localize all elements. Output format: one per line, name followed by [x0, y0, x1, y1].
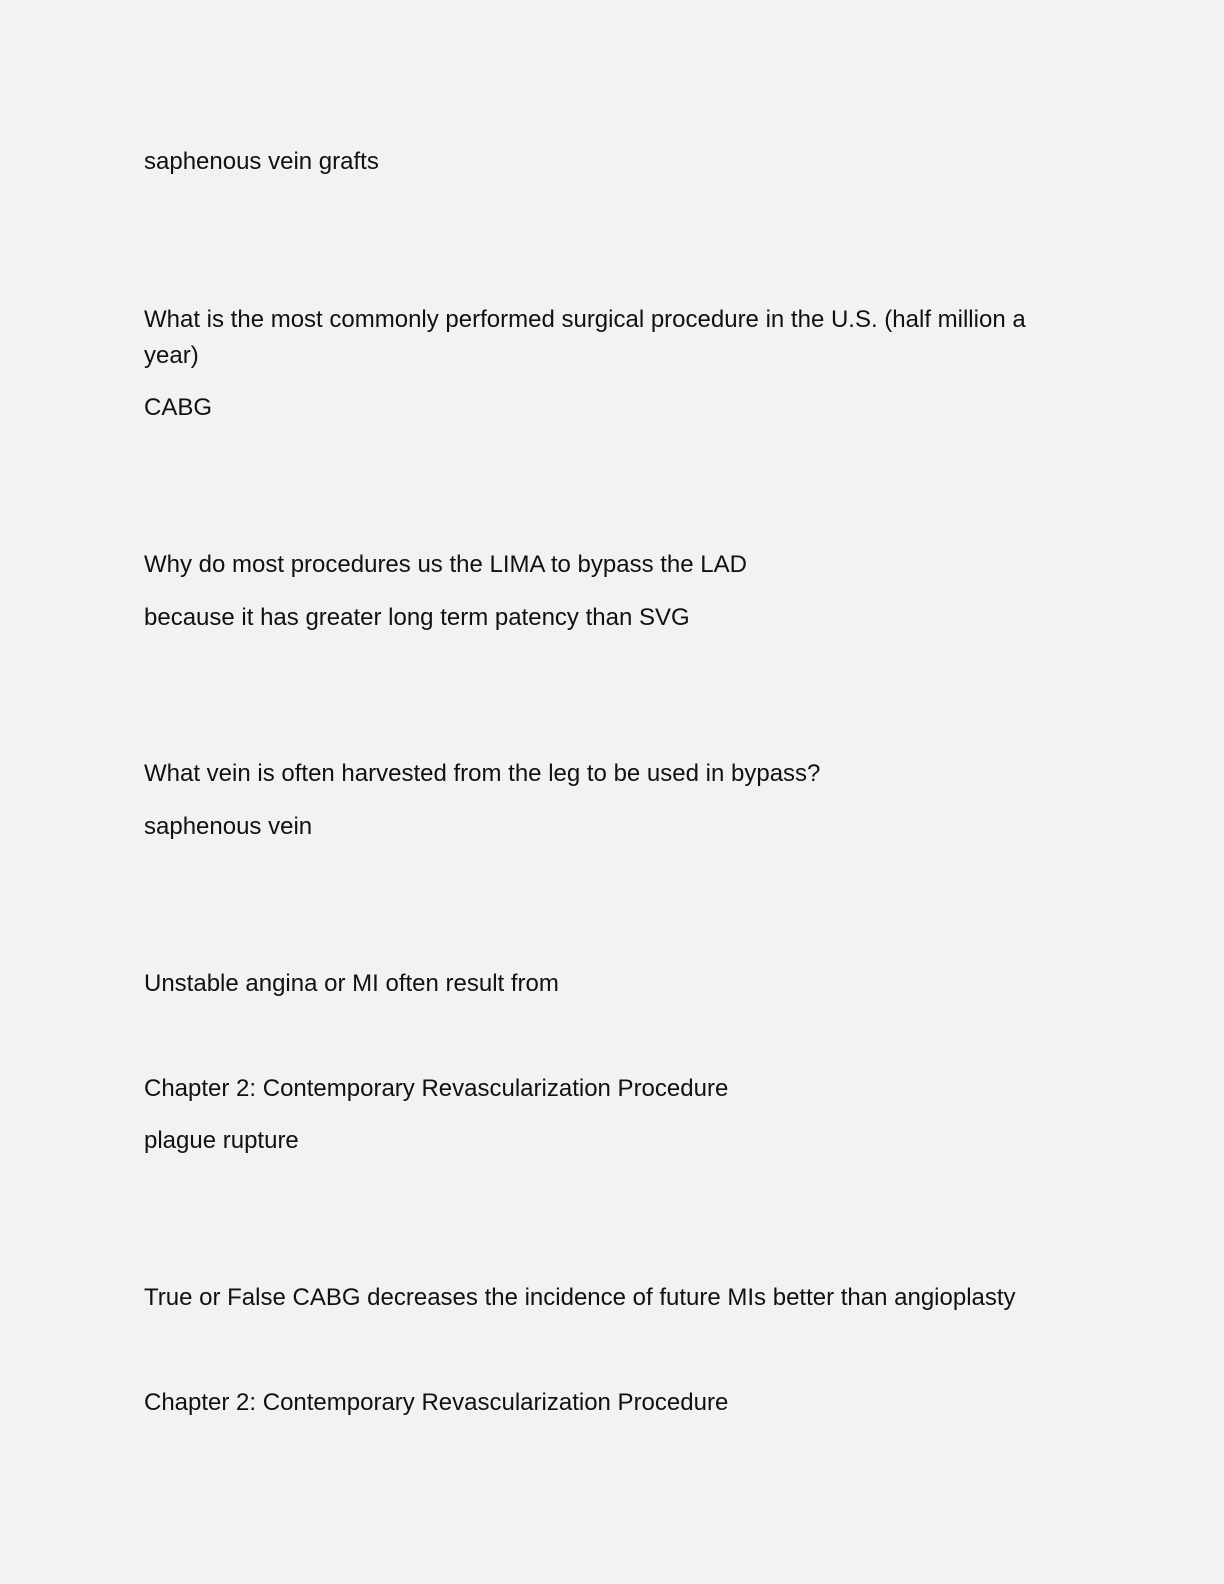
question-text: What is the most commonly performed surgical procedure in the U.S. (half million a year)	[144, 306, 1026, 369]
answer-text: because it has greater long term patency than SVG	[144, 604, 690, 631]
answer-text: CABG	[144, 394, 213, 421]
answer-text: plague rupture	[144, 1127, 299, 1154]
question-text: True or False CABG decreases the incidence of future MIs better than angioplasty	[144, 1284, 1016, 1311]
chapter-heading: Chapter 2: Contemporary Revascularization Procedure	[144, 1075, 729, 1102]
answer-text: saphenous vein	[144, 813, 313, 840]
answer-text: saphenous vein grafts	[144, 148, 379, 175]
question-text: What vein is often harvested from the leg to be used in bypass?	[144, 760, 821, 787]
question-text: Why do most procedures us the LIMA to bypass the LAD	[144, 551, 747, 578]
question-text: Unstable angina or MI often result from	[144, 970, 559, 997]
chapter-heading: Chapter 2: Contemporary Revascularization Procedure	[144, 1389, 729, 1416]
